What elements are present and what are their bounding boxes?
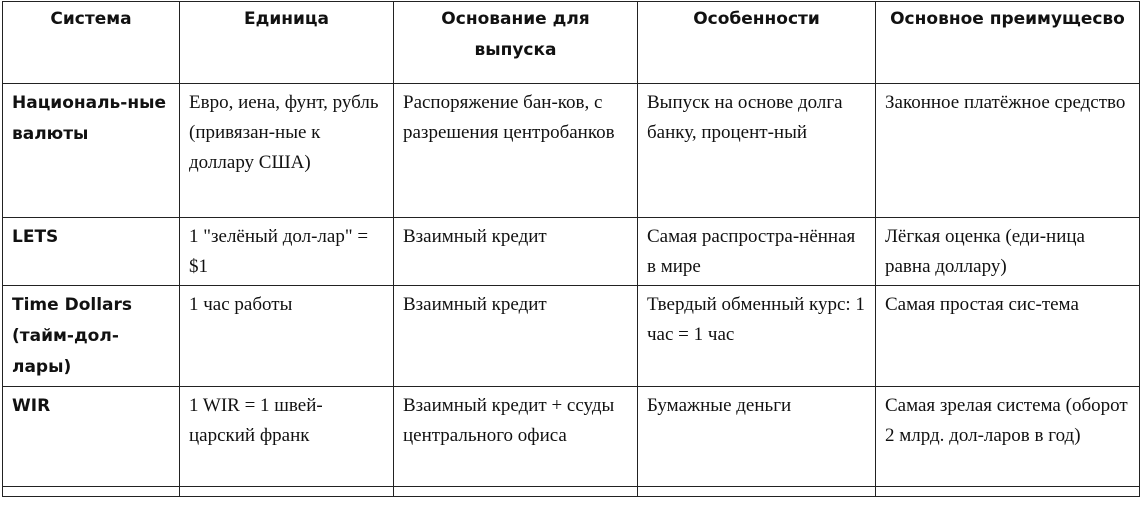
cell-basis: Взаимный кредит + ссуды центрального офиса [394,387,638,487]
header-advantage: Основное преимущесво [876,2,1140,84]
cell-system: WIR [3,387,180,487]
table-row [3,84,1140,218]
table-header-row [3,2,1140,84]
cell-system: LETS [3,218,180,286]
cell-basis: Распоряжение бан-ков, с разрешения центробанков [394,84,638,218]
table-row-partial [3,487,1140,497]
empty-cell [876,487,1140,497]
header-system: Система [3,2,180,84]
cell-features: Твердый обменный курс: 1 час = 1 час [638,286,876,387]
empty-cell [394,487,638,497]
cell-system: Time Dollars (тайм-дол-лары) [3,286,180,387]
cell-basis: Взаимный кредит [394,286,638,387]
cell-unit: 1 WIR = 1 швей-царский франк [180,387,394,487]
cell-unit: 1 час работы [180,286,394,387]
cell-features: Бумажные деньги [638,387,876,487]
currency-systems-table [2,1,1140,497]
empty-cell [638,487,876,497]
empty-cell [3,487,180,497]
cell-unit: Евро, иена, фунт, рубль (привязан-ные к доллару США) [180,84,394,218]
cell-basis: Взаимный кредит [394,218,638,286]
table-row [3,286,1140,387]
cell-advantage: Лёгкая оценка (еди-ница равна доллару) [876,218,1140,286]
cell-advantage: Самая простая сис-тема [876,286,1140,387]
cell-system: Националь-ные валюты [3,84,180,218]
cell-advantage: Самая зрелая система (оборот 2 млрд. дол-ларов в год) [876,387,1140,487]
cell-unit: 1 "зелёный дол-лар" = $1 [180,218,394,286]
cell-features: Выпуск на основе долга банку, процент-ный [638,84,876,218]
header-features: Особенности [638,2,876,84]
empty-cell [180,487,394,497]
table-row [3,387,1140,487]
cell-features: Самая распростра-нённая в мире [638,218,876,286]
header-unit: Единица [180,2,394,84]
header-basis: Основание для выпуска [394,2,638,84]
cell-advantage: Законное платёжное средство [876,84,1140,218]
table-row [3,218,1140,286]
